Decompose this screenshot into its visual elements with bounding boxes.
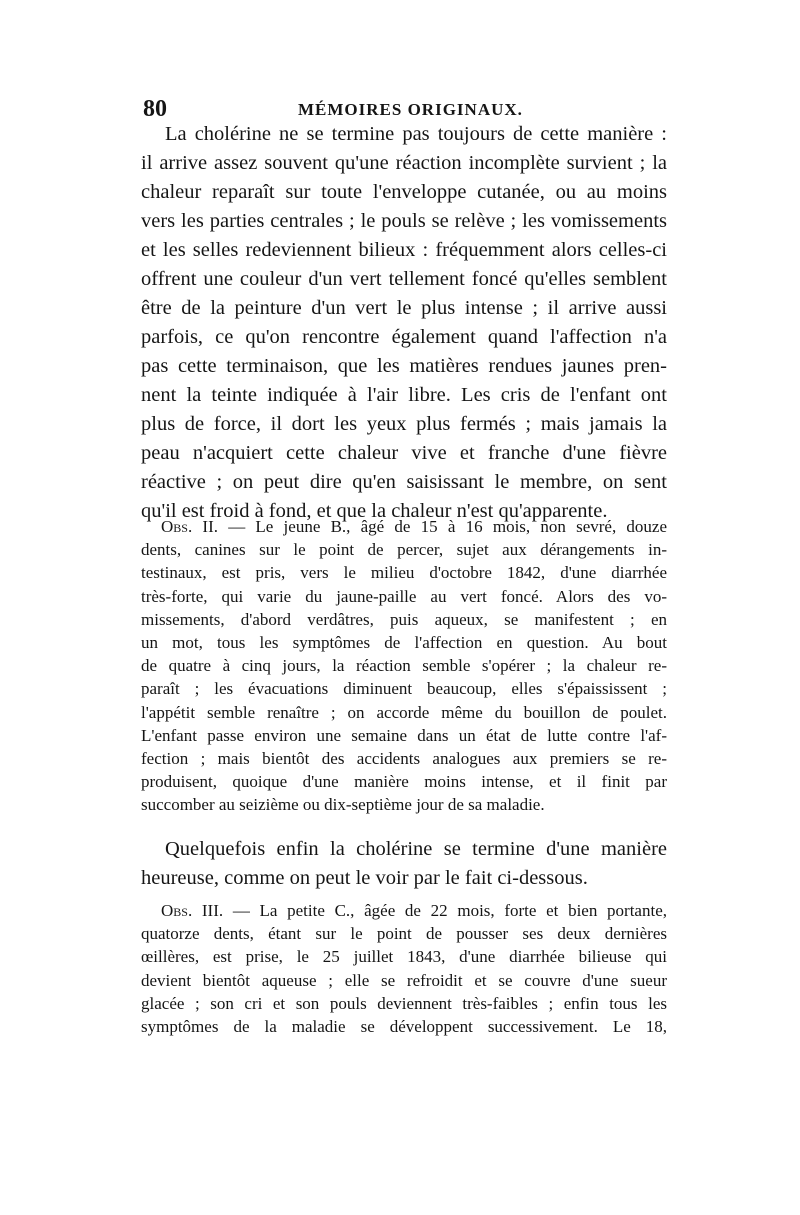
text-line: paraît ; les évacuations diminuent beaucoup, elles s'épaississent ; <box>141 679 667 699</box>
text-line: testinaux, est pris, vers le milieu d'octobre 1842, d'une diarrhée <box>141 563 667 583</box>
running-title: MÉMOIRES ORIGINAUX. <box>298 100 523 119</box>
text-line: nent la teinte indiquée à l'air libre. Les cris de l'enfant ont <box>141 384 667 406</box>
text-line: Quelquefois enfin la cholérine se termine d'une manière <box>165 838 667 860</box>
text-line: pas cette terminaison, que les matières rendues jaunes pren- <box>141 355 667 377</box>
text-line: fection ; mais bientôt des accidents analogues aux premiers se re- <box>141 749 667 769</box>
text-line: qu'il est froid à fond, et que la chaleur n'est qu'apparente. <box>141 500 608 522</box>
text-line: œillères, est prise, le 25 juillet 1843, d'une diarrhée bilieuse qui <box>141 947 667 967</box>
text-line: produisent, quoique d'une manière moins intense, et il finit par <box>141 772 667 792</box>
text-line: et les selles redeviennent bilieux : fréquemment alors celles-ci <box>141 239 667 261</box>
text-line: de quatre à cinq jours, la réaction semble s'opérer ; la chaleur re- <box>141 656 667 676</box>
text-line: devient bientôt aqueuse ; elle se refroidit et se couvre d'une sueur <box>141 970 667 990</box>
text-line: très-forte, qui varie du jaune-paille au vert foncé. Alors des vo- <box>141 586 667 606</box>
text-line: chaleur reparaît sur toute l'enveloppe cutanée, ou au moins <box>141 181 667 203</box>
page-number: 80 <box>143 96 167 122</box>
observation-ii <box>141 515 667 817</box>
text-line: être de la peinture d'un vert le plus intense ; il arrive aussi <box>141 297 667 319</box>
text-line: Obs. III. — La petite C., âgée de 22 mois, forte et bien portante, <box>161 901 667 920</box>
text-line: heureuse, comme on peut le voir par le fait ci-dessous. <box>141 867 588 889</box>
text-line: un mot, tous les symptômes de l'affection en question. Au bout <box>141 633 667 653</box>
text-line: plus de force, il dort les yeux plus fermés ; mais jamais la <box>141 413 667 435</box>
text-line: L'enfant passe environ une semaine dans un état de lutte contre l'af- <box>141 725 667 745</box>
text-line: quatorze dents, étant sur le point de pousser ses deux dernières <box>141 924 667 944</box>
text-line: succomber au seizième ou dix-septième jour de sa maladie. <box>141 795 545 815</box>
observation-label: Obs. II. <box>161 517 218 536</box>
paragraph-cholerine-incomplete-reaction <box>141 120 667 526</box>
text-line: offrent une couleur d'un vert tellement foncé qu'elles semblent <box>141 268 667 290</box>
text-line: Obs. II. — Le jeune B., âgé de 15 à 16 mois, non sevré, douze <box>161 517 667 536</box>
text-line: glacée ; son cri et son pouls deviennent très-faibles ; enfin tous les <box>141 993 667 1013</box>
text-line: missements, d'abord verdâtres, puis aqueux, se manifestent ; en <box>141 609 667 629</box>
text-line: La cholérine ne se termine pas toujours de cette manière : <box>165 123 667 145</box>
text-line: peau n'acquiert cette chaleur vive et franche d'une fièvre <box>141 442 667 464</box>
text-line: vers les parties centrales ; le pouls se relève ; les vomissements <box>141 210 667 232</box>
text-line: il arrive assez souvent qu'une réaction incomplète survient ; la <box>141 152 667 174</box>
text-line: parfois, ce qu'on rencontre également quand l'affection n'a <box>141 326 667 348</box>
text-line: l'appétit semble renaître ; on accorde même du bouillon de poulet. <box>141 702 667 722</box>
text-line: symptômes de la maladie se développent successivement. Le 18, <box>141 1017 667 1037</box>
paragraph-happy-outcome <box>141 835 667 893</box>
observation-iii <box>141 899 667 1038</box>
text-line: dents, canines sur le point de percer, sujet aux dérangements in- <box>141 540 667 560</box>
text-line: réactive ; on peut dire qu'en saisissant le membre, on sent <box>141 471 667 493</box>
observation-label: Obs. III. <box>161 901 224 920</box>
